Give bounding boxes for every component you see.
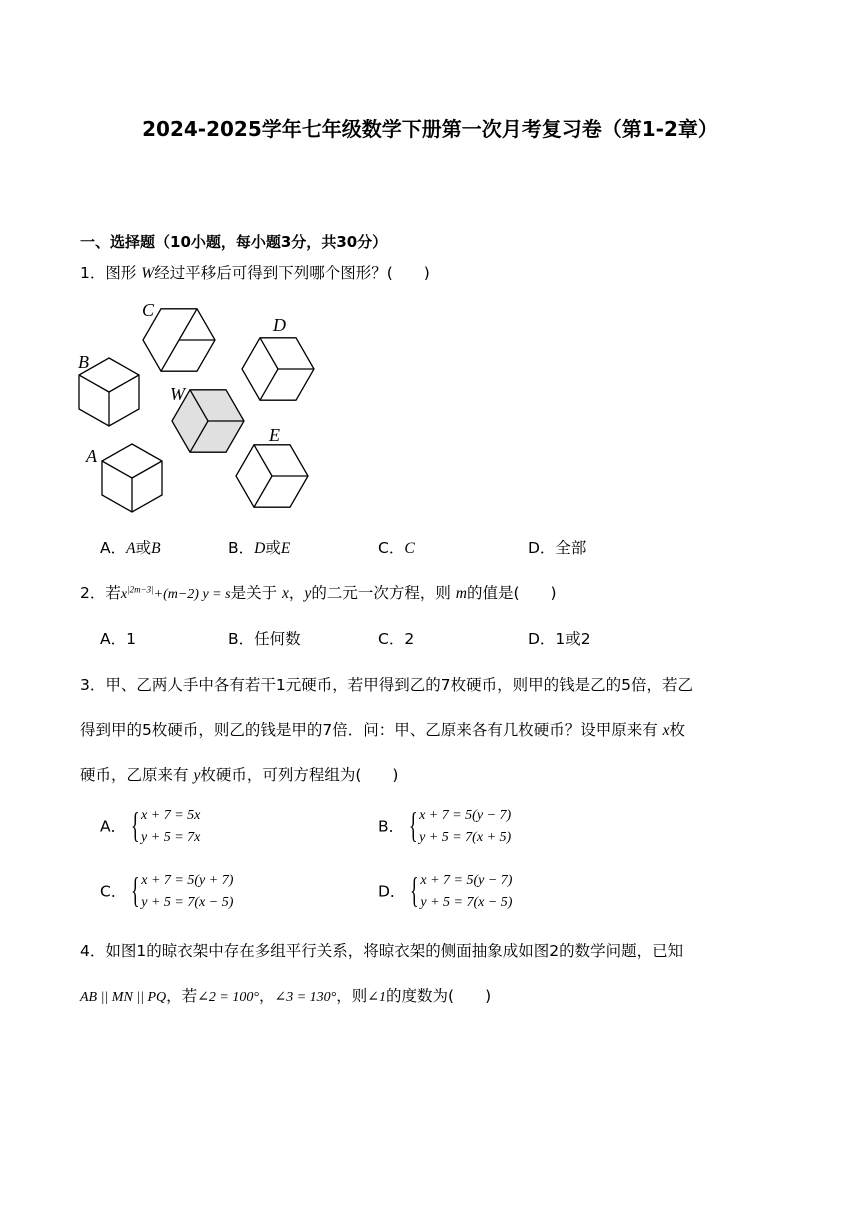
question-1-stem <box>80 261 430 283</box>
question-2-stem <box>80 581 557 603</box>
q2-var-x: x <box>282 585 289 602</box>
q4-text-c: ，则 <box>336 987 368 1005</box>
label-c: C <box>142 300 155 320</box>
q2-comma: ， <box>288 584 305 602</box>
q3-line2-before: 得到甲的5枚硬币，则乙的钱是甲的7倍．问：甲、乙原来各有几枚硬币？设甲原来有 <box>80 721 663 739</box>
q2-option-c[interactable]: C．2 <box>378 630 415 648</box>
question-4-line-2 <box>80 984 491 1006</box>
q4-angle1: ∠1 <box>367 990 387 1005</box>
q3-option-c-eq1: x + 7 = 5(y + 7) <box>141 873 234 888</box>
q1-option-c-prefix: C． <box>378 539 405 557</box>
label-a: A <box>86 446 97 466</box>
q3-option-d-system: { x + 7 = 5(y − 7) y + 5 = 7(x − 5) <box>410 870 512 914</box>
question-4-line-1: 4．如图1的晾衣架中存在多组平行关系，将晾衣架的侧面抽象成如图2的数学问题，已知 <box>80 942 684 960</box>
q2-prefix: 2．若 <box>80 584 121 602</box>
q1-text-after: 经过平移后可得到下列哪个图形？( ) <box>154 264 430 282</box>
q1-option-c-v1: C <box>404 540 415 557</box>
q2-equation <box>120 584 231 602</box>
q2-eq-base: x <box>120 587 128 602</box>
question-3-line-3 <box>80 763 398 785</box>
q3-option-c[interactable] <box>100 870 233 914</box>
q4-text-d: 的度数为( ) <box>386 987 492 1005</box>
q3-option-a-label: A． <box>100 817 127 836</box>
cube-e <box>236 445 308 507</box>
q1-option-b-prefix: B． <box>228 539 255 557</box>
question-3-line-1: 3．甲、乙两人手中各有若干1元硬币，若甲得到乙的7枚硬币，则甲的钱是乙的5倍，若乙 <box>80 676 693 694</box>
q2-eq-exp: |2m−3| <box>127 584 154 595</box>
q3-option-a-eq2: y + 5 = 7x <box>141 830 201 845</box>
q1-option-a-mid: 或 <box>135 539 152 557</box>
q3-option-a-eq1: x + 7 = 5x <box>141 808 201 823</box>
q1-text-before: 1．图形 <box>80 264 142 282</box>
q3-option-b-eq1: x + 7 = 5(y − 7) <box>419 808 512 823</box>
q4-text-a: ，若 <box>166 987 198 1005</box>
q2-option-d[interactable]: D．1或2 <box>528 630 591 648</box>
q4-angle2: ∠2 = 100° <box>197 990 259 1005</box>
q3-line3-before: 硬币，乙原来有 <box>80 766 194 784</box>
q1-option-a-prefix: A． <box>100 539 127 557</box>
label-d: D <box>273 315 286 335</box>
q3-option-a[interactable] <box>100 805 200 849</box>
cube-d <box>242 338 314 400</box>
section-heading: 一、选择题（10小题，每小题3分，共30分） <box>80 233 388 251</box>
q1-cubes-figure <box>74 296 324 516</box>
q4-parallel: AB || MN || PQ <box>80 990 167 1005</box>
q3-option-b-eq2: y + 5 = 7(x + 5) <box>419 830 512 845</box>
q3-option-a-system: { x + 7 = 5x y + 5 = 7x <box>131 805 200 849</box>
q2-text-mid1: 是关于 <box>230 584 283 602</box>
q3-option-c-eq2: y + 5 = 7(x − 5) <box>141 895 234 910</box>
q2-var-y: y <box>304 585 312 602</box>
q3-option-d-label: D． <box>378 882 406 901</box>
q2-text-after: 的值是( ) <box>466 584 557 602</box>
q2-option-b[interactable]: B．任何数 <box>228 630 301 648</box>
q3-option-c-label: C． <box>100 882 127 901</box>
q2-var-m: m <box>455 585 467 602</box>
q3-line2-after: 枚 <box>669 721 686 739</box>
q3-option-b[interactable] <box>378 805 511 849</box>
label-e: E <box>269 425 280 445</box>
q1-option-b-v1: D <box>254 540 266 557</box>
q1-option-a-v2: B <box>151 540 161 557</box>
q1-option-b-mid: 或 <box>265 539 281 557</box>
label-w: W <box>170 384 185 404</box>
cube-a <box>102 444 162 512</box>
q3-option-b-system: { x + 7 = 5(y − 7) y + 5 = 7(x + 5) <box>409 805 511 849</box>
q3-option-d-eq2: y + 5 = 7(x − 5) <box>420 895 513 910</box>
q1-var-w: W <box>141 265 155 282</box>
q2-eq-rest: +(m−2) y = s <box>153 587 231 602</box>
q1-option-a[interactable] <box>100 536 161 558</box>
q1-option-b-v2: E <box>280 540 291 557</box>
q3-option-b-label: B． <box>378 817 405 836</box>
q3-option-d-eq1: x + 7 = 5(y − 7) <box>420 873 513 888</box>
q4-angle3: ∠3 = 130° <box>274 990 337 1005</box>
q1-option-a-v1: A <box>126 540 136 557</box>
q3-var-x: x <box>662 722 670 739</box>
q3-var-y: y <box>193 767 201 784</box>
q4-text-b: ， <box>258 987 275 1005</box>
q3-option-c-system: { x + 7 = 5(y + 7) y + 5 = 7(x − 5) <box>131 870 233 914</box>
q3-option-d[interactable] <box>378 870 512 914</box>
q1-option-c[interactable] <box>378 536 415 558</box>
q1-option-b[interactable] <box>228 536 290 558</box>
q2-text-mid2: 的二元一次方程，则 <box>311 584 456 602</box>
page-title: 2024-2025学年七年级数学下册第一次月考复习卷（第1-2章） <box>142 117 718 141</box>
q1-option-d[interactable]: D．全部 <box>528 539 587 557</box>
q2-option-a[interactable]: A．1 <box>100 630 136 648</box>
question-3-line-2 <box>80 718 685 740</box>
label-b: B <box>78 352 89 372</box>
q3-line3-after: 枚硬币，可列方程组为( ) <box>200 766 399 784</box>
